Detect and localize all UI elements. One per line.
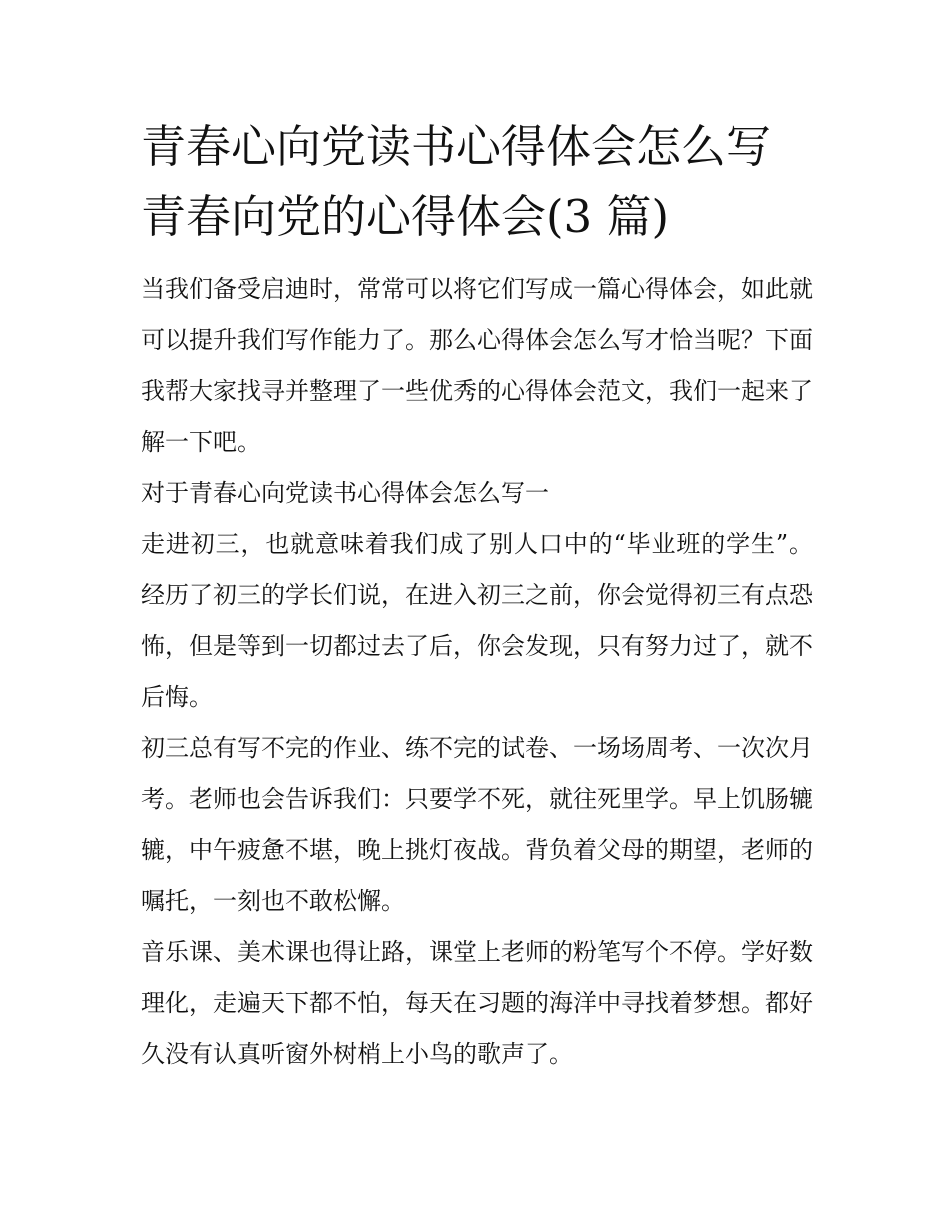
document-page	[141, 112, 813, 1080]
paragraph-body: 音乐课、美术课也得让路，课堂上老师的粉笔写个不停。学好数理化，走遍天下都不怕，每天在习题的海洋中寻找着梦想。都好久没有认真听窗外树梢上小鸟的歌声了。	[141, 938, 813, 1068]
section-heading: 对于青春心向党读书心得体会怎么写一	[141, 479, 549, 507]
paragraph-body: 走进初三，也就意味着我们成了别人口中的“毕业班的学生”。经历了初三的学长们说，在进入初三之前，你会觉得初三有点恐怖，但是等到一切都过去了后，你会发现，只有努力过了，就不后悔。	[141, 530, 813, 711]
paragraph-body: 初三总有写不完的作业、练不完的试卷、一场场周考、一次次月考。老师也会告诉我们：只要学不死，就往死里学。早上饥肠辘辘，中午疲惫不堪，晚上挑灯夜战。背负着父母的期望，老师的嘱托，一刻也不敢松懈。	[141, 734, 813, 915]
document-title: 青春心向党读书心得体会怎么写 青春向党的心得体会(3 篇)	[141, 120, 772, 243]
paragraph-intro: 当我们备受启迪时，常常可以将它们写成一篇心得体会，如此就可以提升我们写作能力了。那么心得体会怎么写才恰当呢？下面我帮大家找寻并整理了一些优秀的心得体会范文，我们一起来了解一下吧。	[141, 275, 813, 456]
